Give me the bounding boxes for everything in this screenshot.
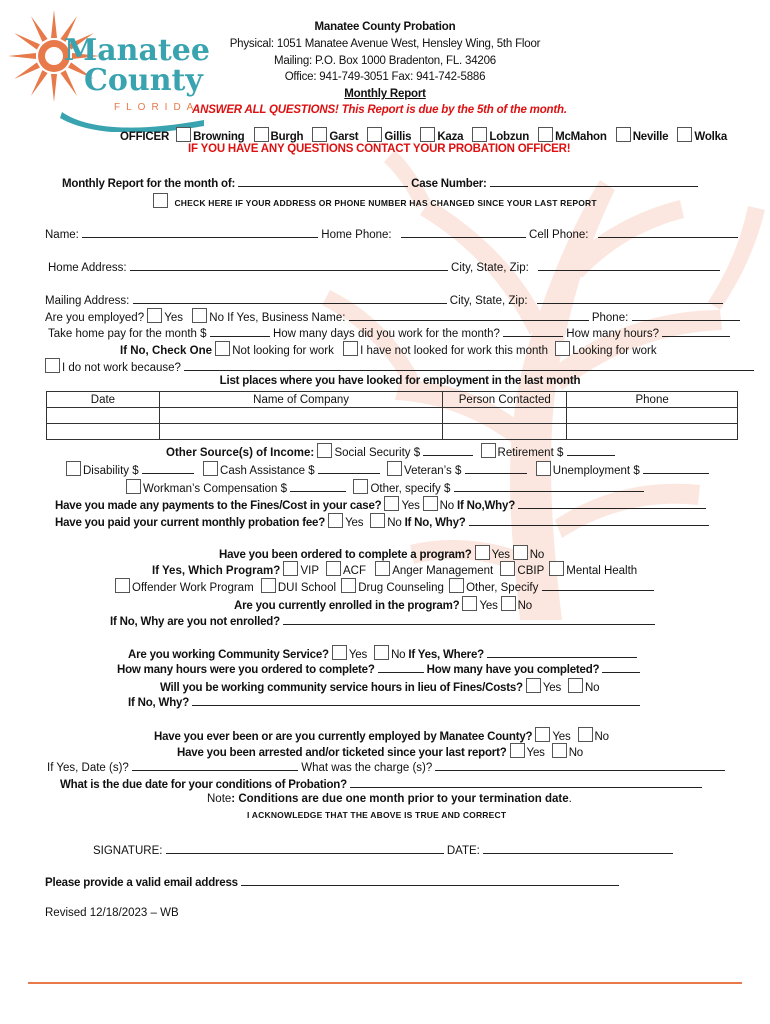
no-label: No: [209, 312, 224, 324]
mailing-address-info: Mailing: P.O. Box 1000 Bradenton, FL. 34206: [274, 55, 496, 67]
hours-ordered-label: How many hours were you ordered to complete?: [117, 664, 375, 676]
column-header: Person Contacted: [443, 392, 567, 408]
hours-row: [117, 661, 640, 676]
arrest-date-row: [47, 759, 725, 774]
employed-row: [45, 308, 740, 324]
address-changed-label: CHECK HERE IF YOUR ADDRESS OR PHONE NUMBER HAS CHANGED SINCE YOUR LAST REPORT: [174, 198, 597, 208]
cash-assistance-label: Cash Assistance $: [220, 465, 315, 477]
address-changed-row: [153, 193, 597, 211]
days-worked-label: How many days did you work for the month?: [272, 328, 500, 340]
table-cell[interactable]: [47, 408, 160, 424]
lieu-why-label: If No, Why?: [128, 697, 190, 709]
looking-label: Looking for work: [572, 345, 657, 357]
lieu-question: Will you be working community service hours in lieu of Fines/Costs?: [160, 682, 523, 694]
arrest-date-label: If Yes, Date (s)?: [47, 762, 129, 774]
arrest-date-field[interactable]: [132, 759, 298, 771]
home-phone-label: Home Phone:: [321, 229, 392, 241]
due-date-row: [60, 776, 702, 791]
disability-checkbox[interactable]: [66, 461, 81, 476]
home-address-label: Home Address:: [48, 262, 127, 274]
program-dui-checkbox[interactable]: [261, 578, 276, 593]
table-cell[interactable]: [159, 424, 443, 440]
fines-no-checkbox[interactable]: [423, 496, 438, 511]
footer-divider: [28, 982, 742, 984]
email-label: Please provide a valid email address: [45, 877, 238, 889]
table-row: [47, 408, 738, 424]
table-cell[interactable]: [443, 424, 567, 440]
which-program-label: If Yes, Which Program?: [152, 565, 281, 577]
days-worked-field[interactable]: [503, 325, 563, 337]
charge-label: What was the charge (s)?: [301, 762, 433, 774]
fee-no-checkbox[interactable]: [370, 513, 385, 528]
lieu-no-checkbox[interactable]: [568, 678, 583, 693]
cash-assistance-field[interactable]: [318, 462, 380, 474]
not-enrolled-field[interactable]: [283, 613, 655, 625]
revised-note: Revised 12/18/2023 – WB: [45, 907, 179, 919]
program-vip-checkbox[interactable]: [283, 561, 298, 576]
yes-label: Yes: [401, 500, 420, 512]
business-name-field[interactable]: [349, 309, 589, 321]
officer-checkbox-neville[interactable]: [616, 127, 631, 142]
no-work-label: I do not work because?: [62, 362, 181, 374]
no-label: No: [387, 517, 402, 529]
hours-worked-label: How many hours?: [566, 328, 659, 340]
mailing-city-state-zip-label: City, State, Zip:: [449, 295, 528, 307]
officer-name: Neville: [632, 131, 669, 143]
mailing-address-label: Mailing Address:: [45, 295, 130, 307]
workmans-comp-field[interactable]: [290, 480, 346, 492]
month-case-row: [62, 175, 698, 190]
officer-name: McMahon: [555, 131, 607, 143]
hours-ordered-field[interactable]: [378, 661, 424, 673]
disability-label: Disability $: [83, 465, 139, 477]
employed-yes-checkbox[interactable]: [147, 308, 162, 323]
table-cell[interactable]: [567, 408, 738, 424]
arrested-question: Have you been arrested and/or ticketed since your last report?: [177, 747, 507, 759]
not-looking-checkbox[interactable]: [215, 341, 230, 356]
program-question: Have you been ordered to complete a program?: [219, 549, 472, 561]
mailing-city-state-zip-field[interactable]: [537, 292, 723, 304]
city-state-zip-field[interactable]: [538, 259, 720, 271]
column-header: Name of Company: [159, 392, 443, 408]
program-offender-work-checkbox[interactable]: [115, 578, 130, 593]
logo-word-county: County: [84, 63, 203, 98]
not-enrolled-label: If No, Why are you not enrolled?: [110, 616, 280, 628]
fee-why-field[interactable]: [469, 514, 709, 526]
fines-why-field[interactable]: [518, 497, 706, 509]
business-phone-field[interactable]: [632, 309, 740, 321]
no-label: No: [391, 649, 406, 661]
physical-address: Physical: 1051 Manatee Avenue West, Hensley Wing, 5th Floor: [229, 38, 541, 50]
signature-label: SIGNATURE:: [93, 845, 163, 857]
program-option-label: Drug Counseling: [358, 582, 444, 594]
home-address-row: [48, 259, 720, 274]
yes-label: Yes: [479, 600, 498, 612]
community-where-field[interactable]: [487, 646, 637, 658]
no-label: No: [594, 731, 609, 743]
community-where-label: If Yes, Where?: [408, 649, 484, 661]
yes-label: Yes: [526, 747, 545, 759]
case-number-field[interactable]: [490, 175, 698, 187]
no-label: No: [529, 549, 545, 561]
program-option-label: Other, Specify: [466, 582, 539, 594]
workmans-comp-checkbox[interactable]: [126, 479, 141, 494]
program-row-2: [115, 578, 654, 594]
officer-checkbox-gillis[interactable]: [367, 127, 382, 142]
retirement-checkbox[interactable]: [481, 443, 496, 458]
fines-why-label: If No,Why?: [456, 500, 516, 512]
officer-name: Burgh: [270, 131, 304, 143]
program-yes-checkbox[interactable]: [475, 545, 490, 560]
officer-checkbox-wolka[interactable]: [677, 127, 692, 142]
yes-label: Yes: [491, 549, 510, 561]
yes-label: Yes: [164, 312, 184, 324]
officer-checkbox-mcmahon[interactable]: [538, 127, 553, 142]
program-no-checkbox[interactable]: [513, 545, 528, 560]
column-header: Date: [47, 392, 160, 408]
take-home-field[interactable]: [210, 325, 270, 337]
officer-checkbox-kaza[interactable]: [420, 127, 435, 142]
county-employed-question: Have you ever been or are you currently employed by Manatee County?: [154, 731, 533, 743]
social-security-checkbox[interactable]: [317, 443, 332, 458]
logo-word-manatee: Manatee: [64, 33, 210, 68]
no-label: No: [439, 500, 454, 512]
community-yes-checkbox[interactable]: [332, 645, 347, 660]
signature-field[interactable]: [166, 842, 444, 854]
community-no-checkbox[interactable]: [374, 645, 389, 660]
employed-question: Are you employed?: [45, 312, 145, 324]
cell-phone-label: Cell Phone:: [529, 229, 589, 241]
officer-checkbox-garst[interactable]: [312, 127, 327, 142]
agency-title: Manatee County Probation: [314, 21, 456, 33]
take-home-row: [48, 325, 730, 340]
due-date-label: What is the due date for your conditions of Probation?: [60, 779, 347, 791]
list-places-heading: List places where you have looked for employment in the last month: [219, 375, 581, 387]
business-phone-label: Phone:: [591, 312, 629, 324]
month-field[interactable]: [238, 175, 408, 187]
table-row: [47, 424, 738, 440]
no-label: No: [517, 600, 532, 612]
program-option-label: Mental Health: [566, 565, 638, 577]
county-yes-checkbox[interactable]: [535, 727, 550, 742]
fee-yes-checkbox[interactable]: [328, 513, 343, 528]
due-date-field[interactable]: [350, 776, 702, 788]
program-option-label: Offender Work Program: [132, 582, 254, 594]
workmans-comp-label: Workman’s Compensation $: [143, 483, 288, 495]
officer-name: Gillis: [384, 131, 412, 143]
fee-row: [55, 513, 709, 529]
officer-name: Lobzun: [489, 131, 530, 143]
program-cbip-checkbox[interactable]: [500, 561, 515, 576]
note-text: : Conditions are due one month prior to your termination date: [231, 793, 569, 805]
table-header-row: [47, 392, 738, 408]
looking-checkbox[interactable]: [555, 341, 570, 356]
unemployment-field[interactable]: [643, 462, 709, 474]
county-no-checkbox[interactable]: [578, 727, 593, 742]
enrolled-question: Are you currently enrolled in the program?: [234, 600, 460, 612]
program-option-label: CBIP: [517, 565, 545, 577]
business-name-label: If Yes, Business Name:: [227, 312, 346, 324]
program-row: [219, 545, 544, 561]
email-row: [45, 874, 619, 889]
note-label: Note: [207, 793, 232, 805]
officer-name: Wolka: [694, 131, 728, 143]
fines-row: [55, 496, 706, 512]
other-income-label: Other Source(s) of Income:: [166, 447, 315, 459]
arrested-no-checkbox[interactable]: [552, 743, 567, 758]
charge-field[interactable]: [435, 759, 725, 771]
signature-row: [93, 842, 673, 857]
veterans-checkbox[interactable]: [387, 461, 402, 476]
program-other-checkbox[interactable]: [449, 578, 464, 593]
officer-checkbox-browning[interactable]: [176, 127, 191, 142]
arrested-row: [177, 743, 583, 759]
income-row-3: [126, 479, 644, 495]
hours-worked-field[interactable]: [662, 325, 730, 337]
lieu-row: [160, 678, 599, 694]
community-row: [128, 645, 637, 661]
lieu-why-field[interactable]: [192, 694, 640, 706]
date-label: DATE:: [446, 845, 480, 857]
email-field[interactable]: [241, 874, 619, 886]
enrolled-yes-checkbox[interactable]: [462, 596, 477, 611]
not-looking-label: Not looking for work: [232, 345, 334, 357]
other-income-row: [166, 443, 615, 459]
no-label: No: [568, 747, 584, 759]
fines-question: Have you made any payments to the Fines/Cost in your case?: [55, 500, 382, 512]
table-cell[interactable]: [567, 424, 738, 440]
disability-field[interactable]: [142, 462, 194, 474]
social-security-label: Social Security $: [334, 447, 421, 459]
mailing-address-row: [45, 292, 723, 307]
program-other-field[interactable]: [542, 579, 654, 591]
fines-yes-checkbox[interactable]: [384, 496, 399, 511]
officer-checkbox-burgh[interactable]: [254, 127, 269, 142]
fee-why-label: If No, Why?: [404, 517, 466, 529]
cell-phone-field[interactable]: [598, 226, 738, 238]
lieu-yes-checkbox[interactable]: [526, 678, 541, 693]
if-no-check-label: If No, Check One: [120, 345, 213, 357]
veterans-field[interactable]: [465, 462, 527, 474]
enrolled-no-checkbox[interactable]: [501, 596, 516, 611]
home-phone-field[interactable]: [401, 226, 526, 238]
name-label: Name:: [45, 229, 79, 241]
lieu-why-row: [128, 694, 640, 709]
date-field[interactable]: [483, 842, 673, 854]
yes-label: Yes: [542, 682, 562, 694]
answer-all-notice: ANSWER ALL QUESTIONS! This Report is due by the 5th of the month.: [192, 104, 567, 116]
program-anger-checkbox[interactable]: [375, 561, 390, 576]
case-number-label: Case Number:: [411, 178, 487, 190]
home-address-field[interactable]: [130, 259, 448, 271]
not-looked-label: I have not looked for work this month: [360, 345, 548, 357]
program-mental-health-checkbox[interactable]: [549, 561, 564, 576]
monthly-report-heading: Monthly Report: [344, 88, 426, 100]
officer-label: OFFICER: [120, 131, 170, 143]
unemployment-checkbox[interactable]: [536, 461, 551, 476]
note-row: Note: Conditions are due one month prior to your termination date.: [207, 793, 572, 805]
month-label: Monthly Report for the month of:: [62, 178, 236, 190]
hours-completed-field[interactable]: [602, 661, 640, 673]
officer-row: [120, 127, 727, 143]
employed-no-checkbox[interactable]: [192, 308, 207, 323]
address-changed-checkbox[interactable]: [153, 193, 168, 208]
no-label: No: [585, 682, 600, 694]
officer-name: Browning: [193, 131, 245, 143]
employment-search-table: [46, 391, 738, 440]
program-option-label: VIP: [300, 565, 319, 577]
take-home-label: Take home pay for the month $: [48, 328, 207, 340]
social-security-field[interactable]: [423, 444, 473, 456]
veterans-label: Veteran’s $: [404, 465, 462, 477]
other-income-field[interactable]: [454, 480, 644, 492]
cash-assistance-checkbox[interactable]: [203, 461, 218, 476]
not-looked-checkbox[interactable]: [343, 341, 358, 356]
retirement-field[interactable]: [567, 444, 615, 456]
yes-label: Yes: [552, 731, 571, 743]
program-acf-checkbox[interactable]: [326, 561, 341, 576]
officer-name: Kaza: [437, 131, 464, 143]
no-work-checkbox[interactable]: [45, 358, 60, 373]
no-work-reason-field[interactable]: [184, 359, 754, 371]
other-specify-label: Other, specify $: [370, 483, 451, 495]
yes-label: Yes: [345, 517, 364, 529]
which-program-row: [152, 561, 637, 577]
contact-officer-notice: IF YOU HAVE ANY QUESTIONS CONTACT YOUR PROBATION OFFICER!: [188, 143, 571, 155]
program-option-label: ACF: [342, 565, 366, 577]
table-cell[interactable]: [47, 424, 160, 440]
other-income-checkbox[interactable]: [353, 479, 368, 494]
table-cell[interactable]: [159, 408, 443, 424]
yes-label: Yes: [348, 649, 368, 661]
arrested-yes-checkbox[interactable]: [510, 743, 525, 758]
hours-completed-label: How many have you completed?: [426, 664, 600, 676]
column-header: Phone: [567, 392, 738, 408]
name-field[interactable]: [82, 226, 318, 238]
program-option-label: DUI School: [277, 582, 337, 594]
city-state-zip-label: City, State, Zip:: [451, 262, 529, 274]
retirement-label: Retirement $: [497, 447, 564, 459]
no-work-reason-row: [45, 358, 754, 374]
name-row: [45, 226, 738, 241]
enrolled-row: [234, 596, 532, 612]
acknowledge-statement: I ACKNOWLEDGE THAT THE ABOVE IS TRUE AND CORRECT: [247, 810, 507, 820]
program-option-label: Anger Management: [392, 565, 494, 577]
fee-question: Have you paid your current monthly probation fee?: [55, 517, 326, 529]
unemployment-label: Unemployment $: [552, 465, 640, 477]
income-row-2: [66, 461, 709, 477]
not-enrolled-row: [110, 613, 655, 628]
community-question: Are you working Community Service?: [128, 649, 329, 661]
program-drug-checkbox[interactable]: [341, 578, 356, 593]
office-phone-info: Office: 941-749-3051 Fax: 941-742-5886: [284, 71, 486, 83]
if-no-check-row: [120, 341, 657, 357]
county-employed-row: [154, 727, 609, 743]
logo-state: FLORIDA: [114, 102, 200, 113]
officer-checkbox-lobzun[interactable]: [472, 127, 487, 142]
officer-name: Garst: [329, 131, 359, 143]
table-cell[interactable]: [443, 408, 567, 424]
mailing-address-field[interactable]: [133, 292, 447, 304]
